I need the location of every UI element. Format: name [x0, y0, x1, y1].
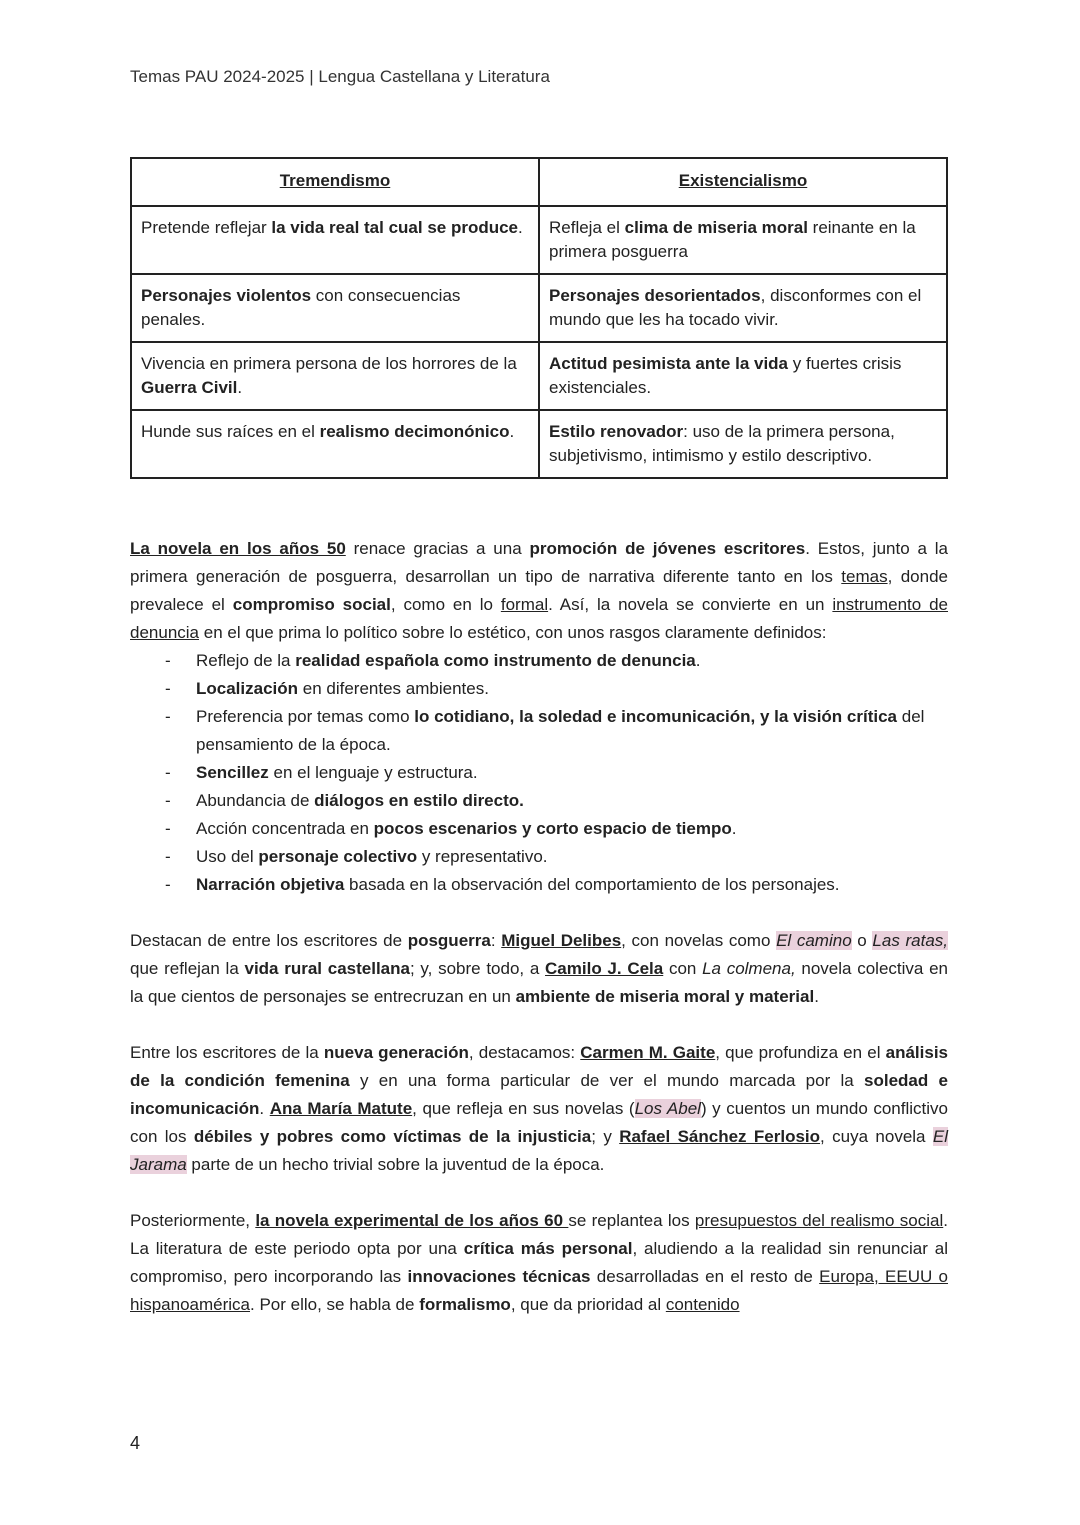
text-run: Estilo renovador [549, 422, 684, 441]
table-cell [539, 206, 947, 274]
table-header-existencialismo: Existencialismo [539, 158, 947, 206]
list-item [130, 843, 948, 871]
text-run: y en una forma particular de ver el mundo marcada por la [349, 1071, 865, 1090]
text-run: Pretende reflejar [141, 218, 272, 237]
text-run: ; y, sobre todo, a [409, 959, 546, 978]
text-run: clima de miseria moral [624, 218, 808, 237]
text-run: Uso del [196, 847, 259, 866]
feature-list [130, 647, 948, 899]
dash-bullet-icon: - [165, 819, 171, 838]
text-run: , que profundiza en el [715, 1043, 886, 1062]
table-row [131, 410, 947, 478]
dash-bullet-icon: - [165, 847, 171, 866]
text-run: El camino [776, 931, 852, 950]
text-run: nueva generación [323, 1043, 469, 1062]
text-run: novela colectiva en la que cientos de personajes se entrecruzan en un [130, 959, 948, 1006]
text-run: . [259, 1099, 270, 1118]
dash-bullet-icon: - [165, 707, 171, 726]
text-run: Rafael Sánchez Ferlosio [619, 1127, 821, 1146]
text-run: personaje colectivo [258, 847, 418, 866]
paragraph [130, 927, 948, 1011]
table-row [131, 342, 947, 410]
text-run: Reflejo de la [196, 651, 296, 670]
text-run: , donde prevalece el [130, 567, 948, 614]
text-run: Los Abel [634, 1099, 701, 1118]
text-run: , con novelas como [621, 931, 777, 950]
page-header: Temas PAU 2024-2025 | Lengua Castellana y Literatura [130, 67, 550, 86]
text-run: , que da prioridad al [510, 1295, 666, 1314]
text-run: Acción concentrada en [196, 819, 374, 838]
list-item [130, 675, 948, 703]
text-run: débiles y pobres como víctimas de la injusticia [193, 1127, 592, 1146]
text-run: Ana María Matute [269, 1099, 413, 1118]
text-run: Las ratas, [872, 931, 948, 950]
text-run: Posteriormente, [130, 1211, 256, 1230]
text-run: posguerra [407, 931, 491, 950]
text-run: del pensamiento de la época. [196, 707, 925, 754]
text-run: . [814, 987, 819, 1006]
text-run: en el lenguaje y estructura. [268, 763, 478, 782]
text-run: innovaciones técnicas [407, 1267, 591, 1286]
text-run: El Jarama [130, 1127, 948, 1174]
list-item [130, 647, 948, 675]
text-run: . La literatura de este periodo opta por una [130, 1211, 948, 1258]
text-run: , cuya novela [820, 1127, 933, 1146]
text-run: temas [841, 567, 888, 586]
text-run: . [518, 218, 523, 237]
text-run: Abundancia de [196, 791, 315, 810]
text-run: : [490, 931, 502, 950]
text-run: . [731, 819, 737, 838]
text-run: Miguel Delibes [501, 931, 622, 950]
text-run: formalismo [419, 1295, 511, 1314]
table-cell [131, 206, 539, 274]
text-run: en diferentes ambientes. [298, 679, 489, 698]
dash-bullet-icon: - [165, 651, 171, 670]
table-cell [539, 410, 947, 478]
text-run: Personajes violentos [141, 286, 312, 305]
page-number: 4 [130, 1433, 141, 1453]
text-run: Personajes desorientados [549, 286, 761, 305]
text-run: lo cotidiano, la soledad e incomunicación, y la visión crítica [414, 707, 898, 726]
text-run: la vida real tal cual se produce [271, 218, 519, 237]
text-run: crítica más personal [463, 1239, 633, 1258]
text-run: o [851, 931, 873, 950]
text-run: se replantea los [568, 1211, 695, 1230]
text-run: Europa, EEUU o hispanoamérica [130, 1267, 948, 1314]
text-run: compromiso social [232, 595, 391, 614]
paragraph [130, 535, 948, 647]
text-run: , que refleja en sus novelas ( [412, 1099, 635, 1118]
text-run: Entre los escritores de la [130, 1043, 324, 1062]
text-run: presupuestos del realismo social [694, 1211, 944, 1230]
text-run: y fuertes crisis existenciales. [549, 354, 902, 397]
text-run: instrumento de denuncia [130, 595, 949, 642]
comparison-table [130, 157, 948, 479]
text-run: formal [500, 595, 549, 614]
text-run: . Así, la novela se convierte en un [548, 595, 833, 614]
document-body [130, 535, 948, 1347]
text-run: renace gracias a una [345, 539, 530, 558]
list-item [130, 871, 948, 899]
text-run: diálogos en estilo directo. [314, 791, 524, 810]
table-row [131, 206, 947, 274]
text-run: pocos escenarios y corto espacio de tiempo [373, 819, 732, 838]
text-run: , aludiendo a la realidad sin renunciar al compromiso, pero incorporando las [130, 1239, 949, 1286]
list-item [130, 703, 948, 759]
paragraph [130, 1207, 948, 1319]
text-run: Vivencia en primera persona de los horrores de la [141, 354, 517, 373]
table-cell [539, 274, 947, 342]
table-cell [539, 342, 947, 410]
list-item [130, 815, 948, 843]
dash-bullet-icon: - [165, 679, 171, 698]
table-row [131, 274, 947, 342]
text-run: Camilo J. Cela [545, 959, 664, 978]
text-run: con consecuencias penales. [141, 286, 461, 329]
text-run: la novela experimental de los años 60 [255, 1211, 569, 1230]
text-run: Hunde sus raíces en el [141, 422, 320, 441]
text-run: vida rural castellana [244, 959, 410, 978]
text-run: y representativo. [417, 847, 548, 866]
text-run: La novela en los años 50 [130, 539, 346, 558]
text-run: Actitud pesimista ante la vida [549, 354, 789, 373]
text-run: ambiente de miseria moral y material [515, 987, 815, 1006]
paragraph [130, 1039, 948, 1179]
table-cell [131, 342, 539, 410]
text-run: : uso de la primera persona, subjetivismo, intimismo y estilo descriptivo. [549, 422, 895, 465]
dash-bullet-icon: - [165, 875, 171, 894]
text-run: que reflejan la [130, 959, 245, 978]
text-run: ) y cuentos un mundo conflictivo con los [130, 1099, 948, 1146]
dash-bullet-icon: - [165, 763, 171, 782]
text-run: . [695, 651, 701, 670]
text-run: Preferencia por temas como [196, 707, 415, 726]
list-item [130, 759, 948, 787]
text-run: parte de un hecho trivial sobre la juventud de la época. [186, 1155, 605, 1174]
text-run: Guerra Civil [141, 378, 238, 397]
text-run: reinante en la primera posguerra [549, 218, 916, 261]
text-run: ; y [591, 1127, 620, 1146]
text-run: realismo decimonónico [319, 422, 510, 441]
table-cell [131, 274, 539, 342]
text-run: . [509, 422, 515, 441]
list-item [130, 787, 948, 815]
text-run: . [237, 378, 243, 397]
text-run: Refleja el [549, 218, 625, 237]
text-run: análisis de la condición femenina [130, 1043, 948, 1090]
text-run: , destacamos: [468, 1043, 581, 1062]
text-run: contenido [665, 1295, 740, 1314]
text-run: desarrolladas en el resto de [590, 1267, 820, 1286]
text-run: basada en la observación del comportamiento de los personajes. [344, 875, 840, 894]
text-run: . Estos, junto a la primera generación de posguerra, desarrollan un tipo de narrativa diferente tanto en los [130, 539, 948, 586]
text-run: Destacan de entre los escritores de [130, 931, 408, 950]
dash-bullet-icon: - [165, 791, 171, 810]
text-run: , como en lo [390, 595, 501, 614]
text-run: . Por ello, se habla de [250, 1295, 420, 1314]
table-cell [131, 410, 539, 478]
text-run: soledad e incomunicación [130, 1071, 948, 1118]
text-run: en el que prima lo político sobre lo estético, con unos rasgos claramente definidos: [199, 623, 827, 642]
text-run: promoción de jóvenes escritores [529, 539, 806, 558]
text-run: Narración objetiva [196, 875, 345, 894]
text-run: realidad española como instrumento de denuncia [295, 651, 696, 670]
text-run: Carmen M. Gaite [580, 1043, 716, 1062]
text-run: , disconformes con el mundo que les ha tocado vivir. [549, 286, 922, 329]
table-header-tremendismo: Tremendismo [131, 158, 539, 206]
text-run: Sencillez [196, 763, 269, 782]
text-run: La colmena, [702, 959, 796, 978]
text-run: Localización [196, 679, 299, 698]
text-run: con [663, 959, 703, 978]
